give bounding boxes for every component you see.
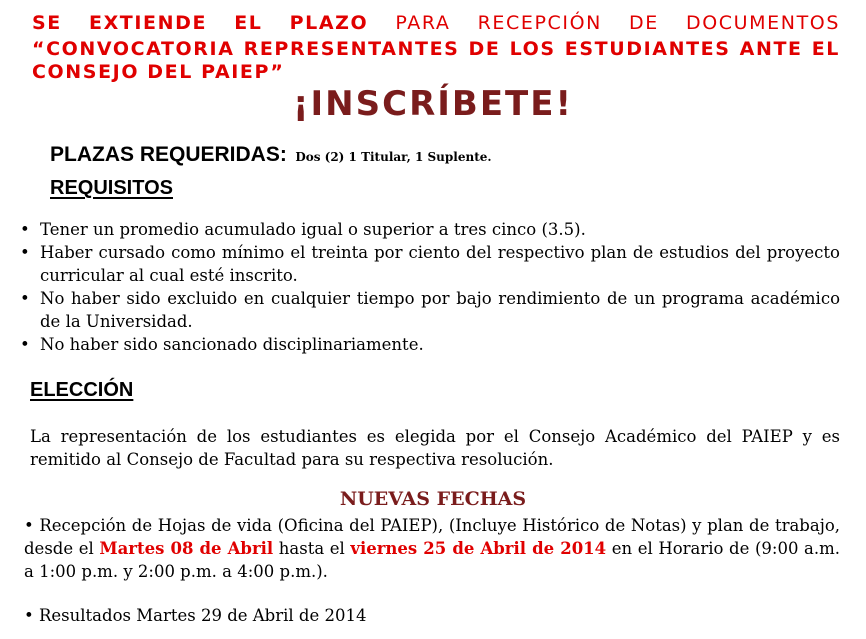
header-word: PLAZO [289, 12, 369, 34]
header-word: DE [468, 38, 501, 60]
fechas-text: Recepción de Hojas de vida (Oficina del PAIEP), (Incluye Histórico de Notas) y plan de trabajo, desde el [24, 516, 840, 558]
header-word: EXTIENDE [88, 12, 208, 34]
list-item-text: No haber sido excluido en cualquier tiempo por bajo rendimiento de un programa académico de la Universidad. [40, 289, 840, 331]
requisitos-list [20, 218, 840, 356]
requisitos-heading: REQUISITOS [50, 177, 173, 199]
list-item-text: Haber cursado como mínimo el treinta por ciento del respectivo plan de estudios del proyecto curricular al cual esté inscrito. [40, 243, 840, 285]
list-item-text: No haber sido sancionado disciplinariamente. [40, 335, 424, 354]
header-word: RECEPCIÓN [477, 12, 602, 34]
eleccion-heading: ELECCIÓN [30, 379, 134, 401]
header-word: EL [234, 12, 263, 34]
header-word: LOS [509, 38, 556, 60]
header-word: ANTE [739, 38, 803, 60]
bullet-icon: • [20, 335, 30, 354]
fecha-fin: viernes 25 de Abril de 2014 [350, 539, 607, 558]
plazas-requeridas [50, 143, 492, 167]
header-word: DOCUMENTOS [686, 12, 840, 34]
header-word: DE [629, 12, 659, 34]
resultados-text: Resultados Martes 29 de Abril de 2014 [38, 606, 367, 625]
list-item [20, 333, 840, 356]
header-line-1 [32, 12, 840, 34]
header-word: REPRESENTANTES [243, 38, 460, 60]
fechas-item-recepcion [24, 514, 840, 583]
list-item [20, 241, 840, 287]
plazas-value: Dos (2) 1 Titular, 1 Suplente. [295, 150, 492, 164]
plazas-label: PLAZAS REQUERIDAS: [50, 143, 287, 166]
header-word: EL [811, 38, 840, 60]
header-word: SE [32, 12, 62, 34]
list-item-text: Tener un promedio acumulado igual o superior a tres cinco (3.5). [40, 220, 586, 239]
header-word: PARA [395, 12, 451, 34]
list-item [20, 287, 840, 333]
fechas-text: en el Horario de (9:00 a.m. a 1:00 p.m. y 2:00 p.m. a 4:00 p.m.). [24, 539, 841, 581]
bullet-icon: • [20, 243, 30, 262]
fecha-inicio: Martes 08 de Abril [99, 539, 274, 558]
bullet-icon: • [20, 289, 30, 308]
bullet-icon: • [24, 516, 34, 535]
header-line-3: CONSEJO DEL PAIEP” [32, 61, 285, 83]
fechas-item-resultados [24, 604, 367, 627]
nuevas-fechas-heading: NUEVAS FECHAS [339, 488, 527, 510]
header-word: ESTUDIANTES [564, 38, 731, 60]
list-item [20, 218, 840, 241]
fechas-text: hasta el [273, 539, 351, 558]
page-title: ¡INSCRÍBETE! [293, 84, 573, 124]
eleccion-paragraph: La representación de los estudiantes es elegida por el Consejo Académico del PAIEP y es remitido al Consejo de Facultad para su respectiva resolución. [30, 427, 840, 469]
bullet-icon: • [24, 606, 34, 625]
header-line-2 [32, 38, 840, 60]
bullet-icon: • [20, 220, 30, 239]
header-word: “CONVOCATORIA [32, 38, 235, 60]
